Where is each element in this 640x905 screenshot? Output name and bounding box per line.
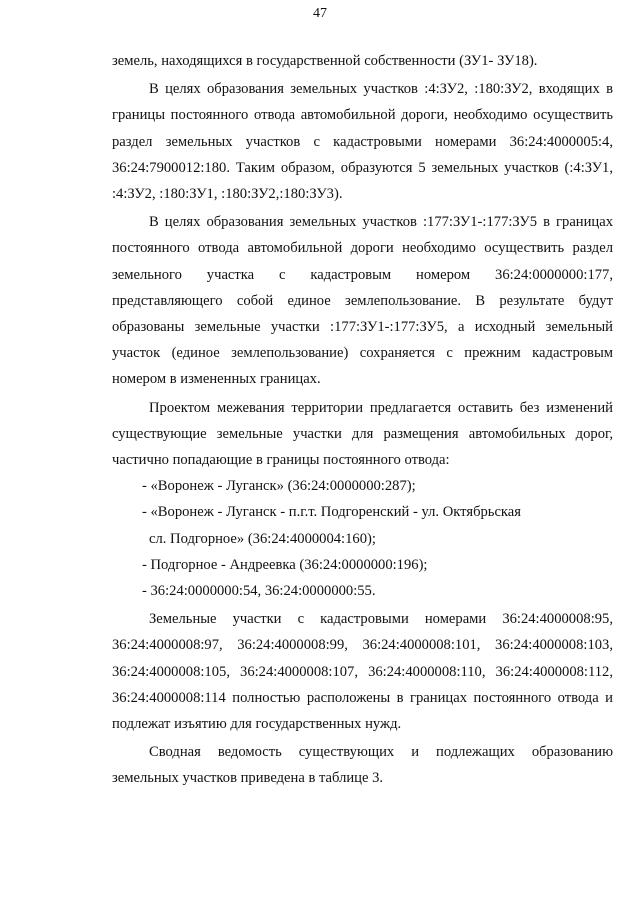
list-item: - «Воронеж - Луганск» (36:24:0000000:287); [142,478,416,495]
paragraph-continuation: земель, находящихся в государственной собственности (ЗУ1- ЗУ18). [112,53,538,69]
paragraph-summary-table-ref: Сводная ведомость существующих и подлежащих образованию земельных участков приведена в таблице 3. [112,744,613,787]
document-body [112,48,613,792]
paragraph-existing-plots: Проектом межевания территории предлагается оставить без изменений существующие земельные участки для размещения автомобильных дорог, частично попадающие в границы постоянного отвода: [112,399,613,469]
paragraph-withdrawal: Земельные участки с кадастровыми номерами 36:24:4000008:95, 36:24:4000008:97, 36:24:4000008:99, 36:24:4000008:101, 36:24:4000008:103, 36:24:4000008:105, 36:24:4000008:107, 36:24:4000008:110, 36:24:4000008:112, 36:24:4000008:114 полностью расположены в границах постоянного отвода и подлежат изъятию для государственных нужд. [112,611,613,733]
paragraph-division-177: В целях образования земельных участков :177:ЗУ1-:177:ЗУ5 в границах постоянного отвода автомобильной дороги необходимо осуществить раздел земельного участка с кадастровым номером 36:24:0000000:177, представляющего собой единое землепользование. В результате будут образованы земельные участки :177:ЗУ1-:177:ЗУ5, а исходный земельный участок (единое землепользование) сохраняется с прежним кадастровым номером в измененных границах. [112,214,613,388]
list-item-continuation: сл. Подгорное» (36:24:4000004:160); [149,530,376,547]
page-number: 47 [313,6,327,21]
paragraph-division-4-180: В целях образования земельных участков :4:ЗУ2, :180:ЗУ2, входящих в границы постоянного отвода автомобильной дороги, необходимо осуществить раздел земельных участков с кадастровыми номерами 36:24:4000005:4, 36:24:7900012:180. Таким образом, образуются 5 земельных участков (:4:ЗУ1, :4:ЗУ2, :180:ЗУ1, :180:ЗУ2,:180:ЗУ3). [112,81,613,203]
list-item: - 36:24:0000000:54, 36:24:0000000:55. [142,583,376,600]
list-item: - «Воронеж - Луганск - п.г.т. Подгоренский - ул. Октябрьская [142,504,521,521]
list-item: - Подгорное - Андреевка (36:24:0000000:196); [142,556,428,573]
